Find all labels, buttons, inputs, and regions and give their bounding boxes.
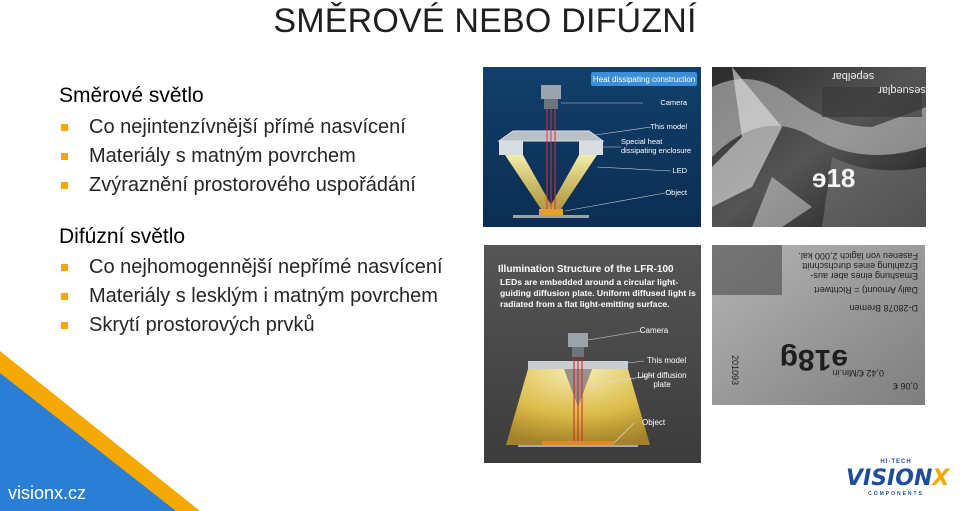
photo-text: 0,42 €/Min.in: [832, 368, 884, 378]
diagram-header: Heat dissipating construction: [592, 75, 696, 84]
photo-text: Daily Amount) = Richtwert: [814, 285, 918, 295]
diffuse-list: [59, 253, 443, 340]
photo-text: D-28078 Bremen: [849, 303, 918, 313]
list-item: Co nejhomogennější nepřímé nasvícení: [59, 253, 443, 282]
photo-text: sesueqlar: [878, 84, 926, 96]
list-item: Materiály s lesklým i matným povrchem: [59, 282, 443, 311]
label-led: LED: [672, 166, 687, 175]
photo-text: Faseneu von lägich 2,000 kal.: [798, 251, 918, 261]
bullet-square-icon: [61, 182, 68, 189]
directional-diagram: [483, 67, 701, 227]
photo-text: Erzahlung eines durchschnitt: [802, 261, 918, 271]
bullet-square-icon: [61, 264, 68, 271]
label-diffusion-plate: Light diffusion plate: [637, 371, 687, 389]
page-title: SMĚROVÉ NEBO DIFÚZNÍ: [273, 2, 697, 40]
diagram-header: Illumination Structure of the LFR-100: [498, 264, 674, 275]
photo-text: 0,06 €: [892, 381, 918, 391]
label-this-model: This model: [647, 356, 687, 365]
list-item: Materiály s matným povrchem: [59, 142, 416, 171]
label-object: Object: [642, 418, 666, 427]
diffuse-sample-photo: [712, 245, 925, 405]
directional-heading: Směrové světlo: [59, 84, 204, 107]
visionx-logo: [846, 459, 950, 499]
logo-tag: HI-TECH: [880, 459, 912, 465]
bullet-square-icon: [61, 322, 68, 329]
label-this-model: This model: [650, 122, 687, 131]
directional-sample-photo: [712, 67, 926, 227]
diffuse-diagram: [484, 245, 701, 463]
bullet-square-icon: [61, 153, 68, 160]
label-enclosure: Special heat dissipating enclosure: [621, 137, 692, 155]
photo-text: Emashung eines aber aus-: [810, 271, 918, 281]
label-object: Object: [665, 188, 687, 197]
photo-text: ɘ18: [812, 163, 856, 193]
list-item: Zvýraznění prostorového uspořádání: [59, 171, 416, 200]
photo-text: sepelbar: [832, 70, 875, 82]
directional-list: [59, 113, 416, 200]
diagram-description: LEDs are embedded around a circular light-guiding diffusion plate. Uniform diffused light is radiated from a flat light-emitting surface.: [500, 277, 696, 309]
logo-sub: COMPONENTS: [868, 491, 924, 497]
bullet-square-icon: [61, 293, 68, 300]
list-item: Skrytí prostorových prvků: [59, 311, 443, 340]
diffuse-heading: Difúzní světlo: [59, 225, 186, 248]
label-camera: Camera: [660, 98, 687, 107]
logo-word: VISIONX: [846, 466, 950, 491]
footer-url: visionx.cz: [8, 483, 87, 503]
list-item: Co nejintenzívnější přímé nasvícení: [59, 113, 416, 142]
label-camera: Camera: [639, 326, 669, 335]
bullet-square-icon: [61, 124, 68, 131]
photo-text: 201093: [730, 355, 740, 386]
photo-text: ɘ18g: [779, 343, 848, 376]
